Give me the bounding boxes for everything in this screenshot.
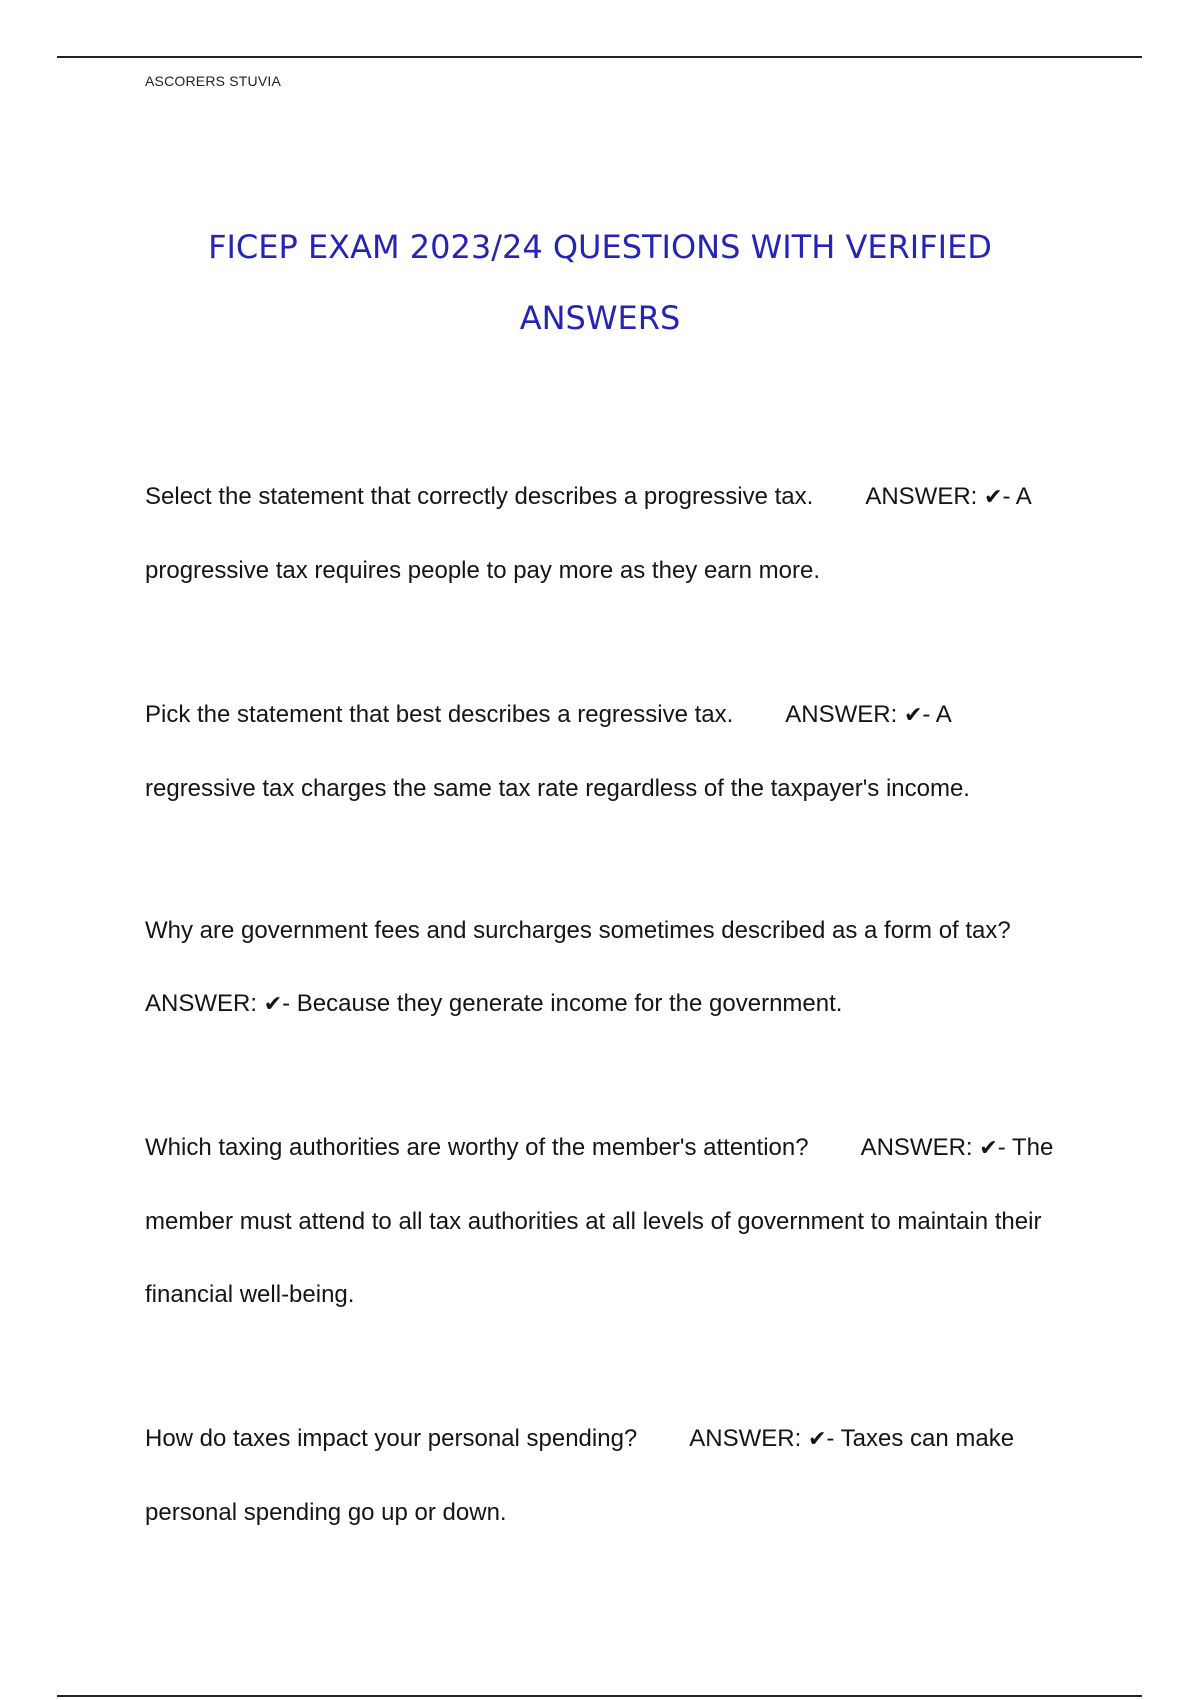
answer-label: ANSWER: <box>689 1425 802 1452</box>
question-text: Pick the statement that best describes a regressive tax. <box>145 701 734 728</box>
check-icon: ✔ <box>903 703 923 728</box>
qa-item <box>145 1111 1065 1331</box>
answer-text: - The member must attend to all tax authorities at all levels of government to maintain their financial well-being. <box>145 1134 1054 1308</box>
answer-text: - Taxes can make personal spending go up or down. <box>145 1425 1015 1526</box>
check-icon: ✔ <box>979 1136 998 1161</box>
document-title: FICEP EXAM 2023/24 QUESTIONS WITH VERIFIED ANSWERS <box>208 228 992 337</box>
qa-item <box>145 460 1065 607</box>
check-icon: ✔ <box>807 1427 827 1452</box>
answer-text: - A regressive tax charges the same tax rate regardless of the taxpayer's income. <box>145 701 970 802</box>
answer-label: ANSWER: <box>145 990 258 1017</box>
header-label: ASCORERS STUVIA <box>145 73 282 89</box>
question-text: Select the statement that correctly describes a progressive tax. <box>145 483 814 510</box>
answer-text: - A progressive tax requires people to pay more as they earn more. <box>145 483 1031 584</box>
question-text: Which taxing authorities are worthy of the member's attention? <box>145 1134 809 1161</box>
question-text: Why are government fees and surcharges sometimes described as a form of tax? <box>145 917 1011 944</box>
footer-rule <box>57 1695 1142 1697</box>
answer-label: ANSWER: <box>865 483 978 510</box>
check-icon: ✔ <box>984 485 1003 510</box>
check-icon: ✔ <box>263 992 283 1017</box>
answer-label: ANSWER: <box>860 1134 973 1161</box>
qa-item <box>145 678 1065 825</box>
answer-text: - Because they generate income for the government. <box>282 990 843 1017</box>
question-text: How do taxes impact your personal spending? <box>145 1425 638 1452</box>
qa-item <box>145 894 1065 1041</box>
header-rule <box>57 56 1142 58</box>
answer-label: ANSWER: <box>785 701 898 728</box>
qa-item <box>145 1402 1065 1549</box>
